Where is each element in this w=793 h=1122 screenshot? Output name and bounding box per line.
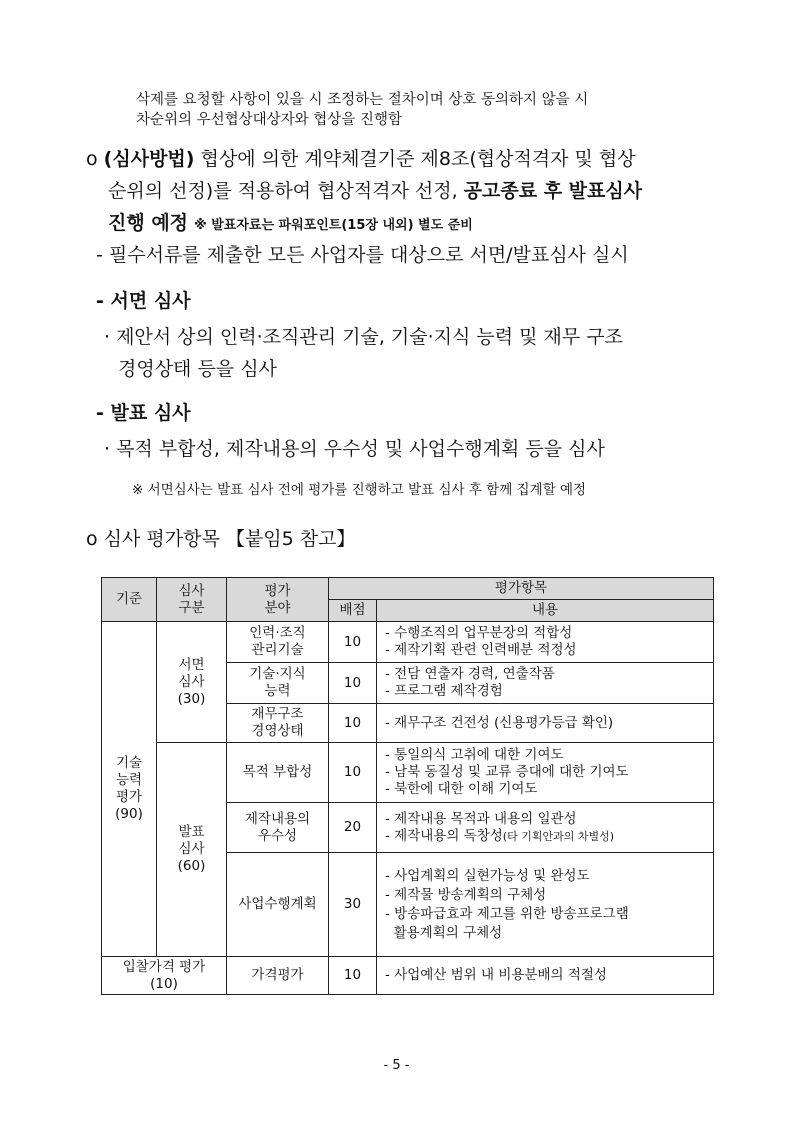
criteria-text: 심사 평가항목 【붙임5 참고】 — [103, 528, 356, 550]
field-cell: 가격평가 — [227, 957, 329, 995]
page-number: - 5 - — [383, 1058, 410, 1073]
bullet: o — [86, 528, 98, 550]
header-score: 배점 — [329, 600, 377, 622]
method-text-2a: 순위의 선정)를 적용하여 협상적격자 선정, — [108, 180, 464, 202]
score-cell: 10 — [329, 957, 377, 995]
field-cell: 재무구조 경영상태 — [227, 704, 329, 743]
table-row — [102, 957, 714, 995]
header-type: 심사 구분 — [157, 578, 227, 622]
header-items: 평가항목 — [329, 578, 714, 600]
tech-eval-cell: 기술 능력 평가 (90) — [102, 622, 157, 957]
method-paragraph-line-1 — [86, 144, 636, 171]
field-cell: 기술·지식 능력 — [227, 663, 329, 704]
method-note: ※ 발표자료는 파워포인트(15장 내외) 별도 준비 — [194, 218, 473, 233]
method-dash-1: - 필수서류를 제출한 모든 사업자를 대상으로 서면/발표심사 실시 — [96, 244, 629, 266]
score-cell: 10 — [329, 622, 377, 663]
content-cell: - 재무구조 건전성 (신용평가등급 확인) — [377, 704, 714, 743]
intro-line-2: 차순위의 우선협상대상자와 협상을 진행함 — [136, 112, 402, 128]
price-eval-cell: 입찰가격 평가 (10) — [102, 957, 227, 995]
field-cell: 제작내용의 우수성 — [227, 803, 329, 853]
written-item-2: 경영상태 등을 심사 — [118, 358, 277, 380]
header-standard: 기준 — [102, 578, 157, 622]
method-paragraph-line-3 — [108, 208, 473, 235]
method-text-1: 협상에 의한 계약체결기준 제8조(협상적격자 및 협상 — [194, 148, 636, 170]
written-review-cell: 서면 심사 (30) — [157, 622, 227, 743]
score-cell: 30 — [329, 853, 377, 957]
field-cell: 사업수행계획 — [227, 853, 329, 957]
field-cell: 인력·조직 관리기술 — [227, 622, 329, 663]
method-text-3a: 진행 예정 — [108, 212, 189, 234]
criteria-heading — [86, 524, 355, 551]
written-item-1: · 제안서 상의 인력·조직관리 기술, 기술·지식 능력 및 재무 구조 — [104, 326, 624, 348]
content-cell: - 통일의식 고취에 대한 기여도 - 남북 동질성 및 교류 증대에 대한 기여도 - 북한에 대한 이해 기여도 — [377, 743, 714, 803]
presentation-title: - 발표 심사 — [96, 402, 191, 424]
intro-line-1: 삭제를 요청할 사항이 있을 시 조정하는 절차이며 상호 동의하지 않을 시 — [136, 92, 589, 108]
content-cell: - 제작내용 목적과 내용의 일관성 - 제작내용의 독창성(타 기획안과의 차별성) — [377, 803, 714, 853]
score-cell: 10 — [329, 663, 377, 704]
content-cell: - 수행조직의 업무분장의 적합성 - 제작기획 관련 인력배분 적정성 — [377, 622, 714, 663]
presentation-item-1: · 목적 부합성, 제작내용의 우수성 및 사업수행계획 등을 심사 — [104, 438, 605, 460]
written-title: - 서면 심사 — [96, 290, 191, 312]
header-content: 내용 — [377, 600, 714, 622]
evaluation-table — [101, 577, 714, 995]
score-cell: 10 — [329, 743, 377, 803]
table-row — [102, 622, 714, 663]
bullet: o — [86, 148, 98, 170]
content-cell: - 사업계획의 실현가능성 및 완성도 - 제작물 방송계획의 구체성 - 방송파급효과 제고를 위한 방송프로그램 활용계획의 구체성 — [377, 853, 714, 957]
presentation-note: ※ 서면심사는 발표 심사 전에 평가를 진행하고 발표 심사 후 함께 집계할 예정 — [132, 482, 587, 498]
presentation-review-cell: 발표 심사 (60) — [157, 743, 227, 957]
method-paragraph-line-2 — [108, 176, 642, 203]
score-cell: 10 — [329, 704, 377, 743]
method-text-2b: 공고종료 후 발표심사 — [463, 180, 643, 202]
table-row — [102, 743, 714, 803]
field-cell: 목적 부합성 — [227, 743, 329, 803]
content-cell: - 전담 연출자 경력, 연출작품 - 프로그램 제작경험 — [377, 663, 714, 704]
header-field: 평가 분야 — [227, 578, 329, 622]
content-cell: - 사업예산 범위 내 비용분배의 적절성 — [377, 957, 714, 995]
method-label: (심사방법) — [103, 148, 195, 170]
score-cell: 20 — [329, 803, 377, 853]
